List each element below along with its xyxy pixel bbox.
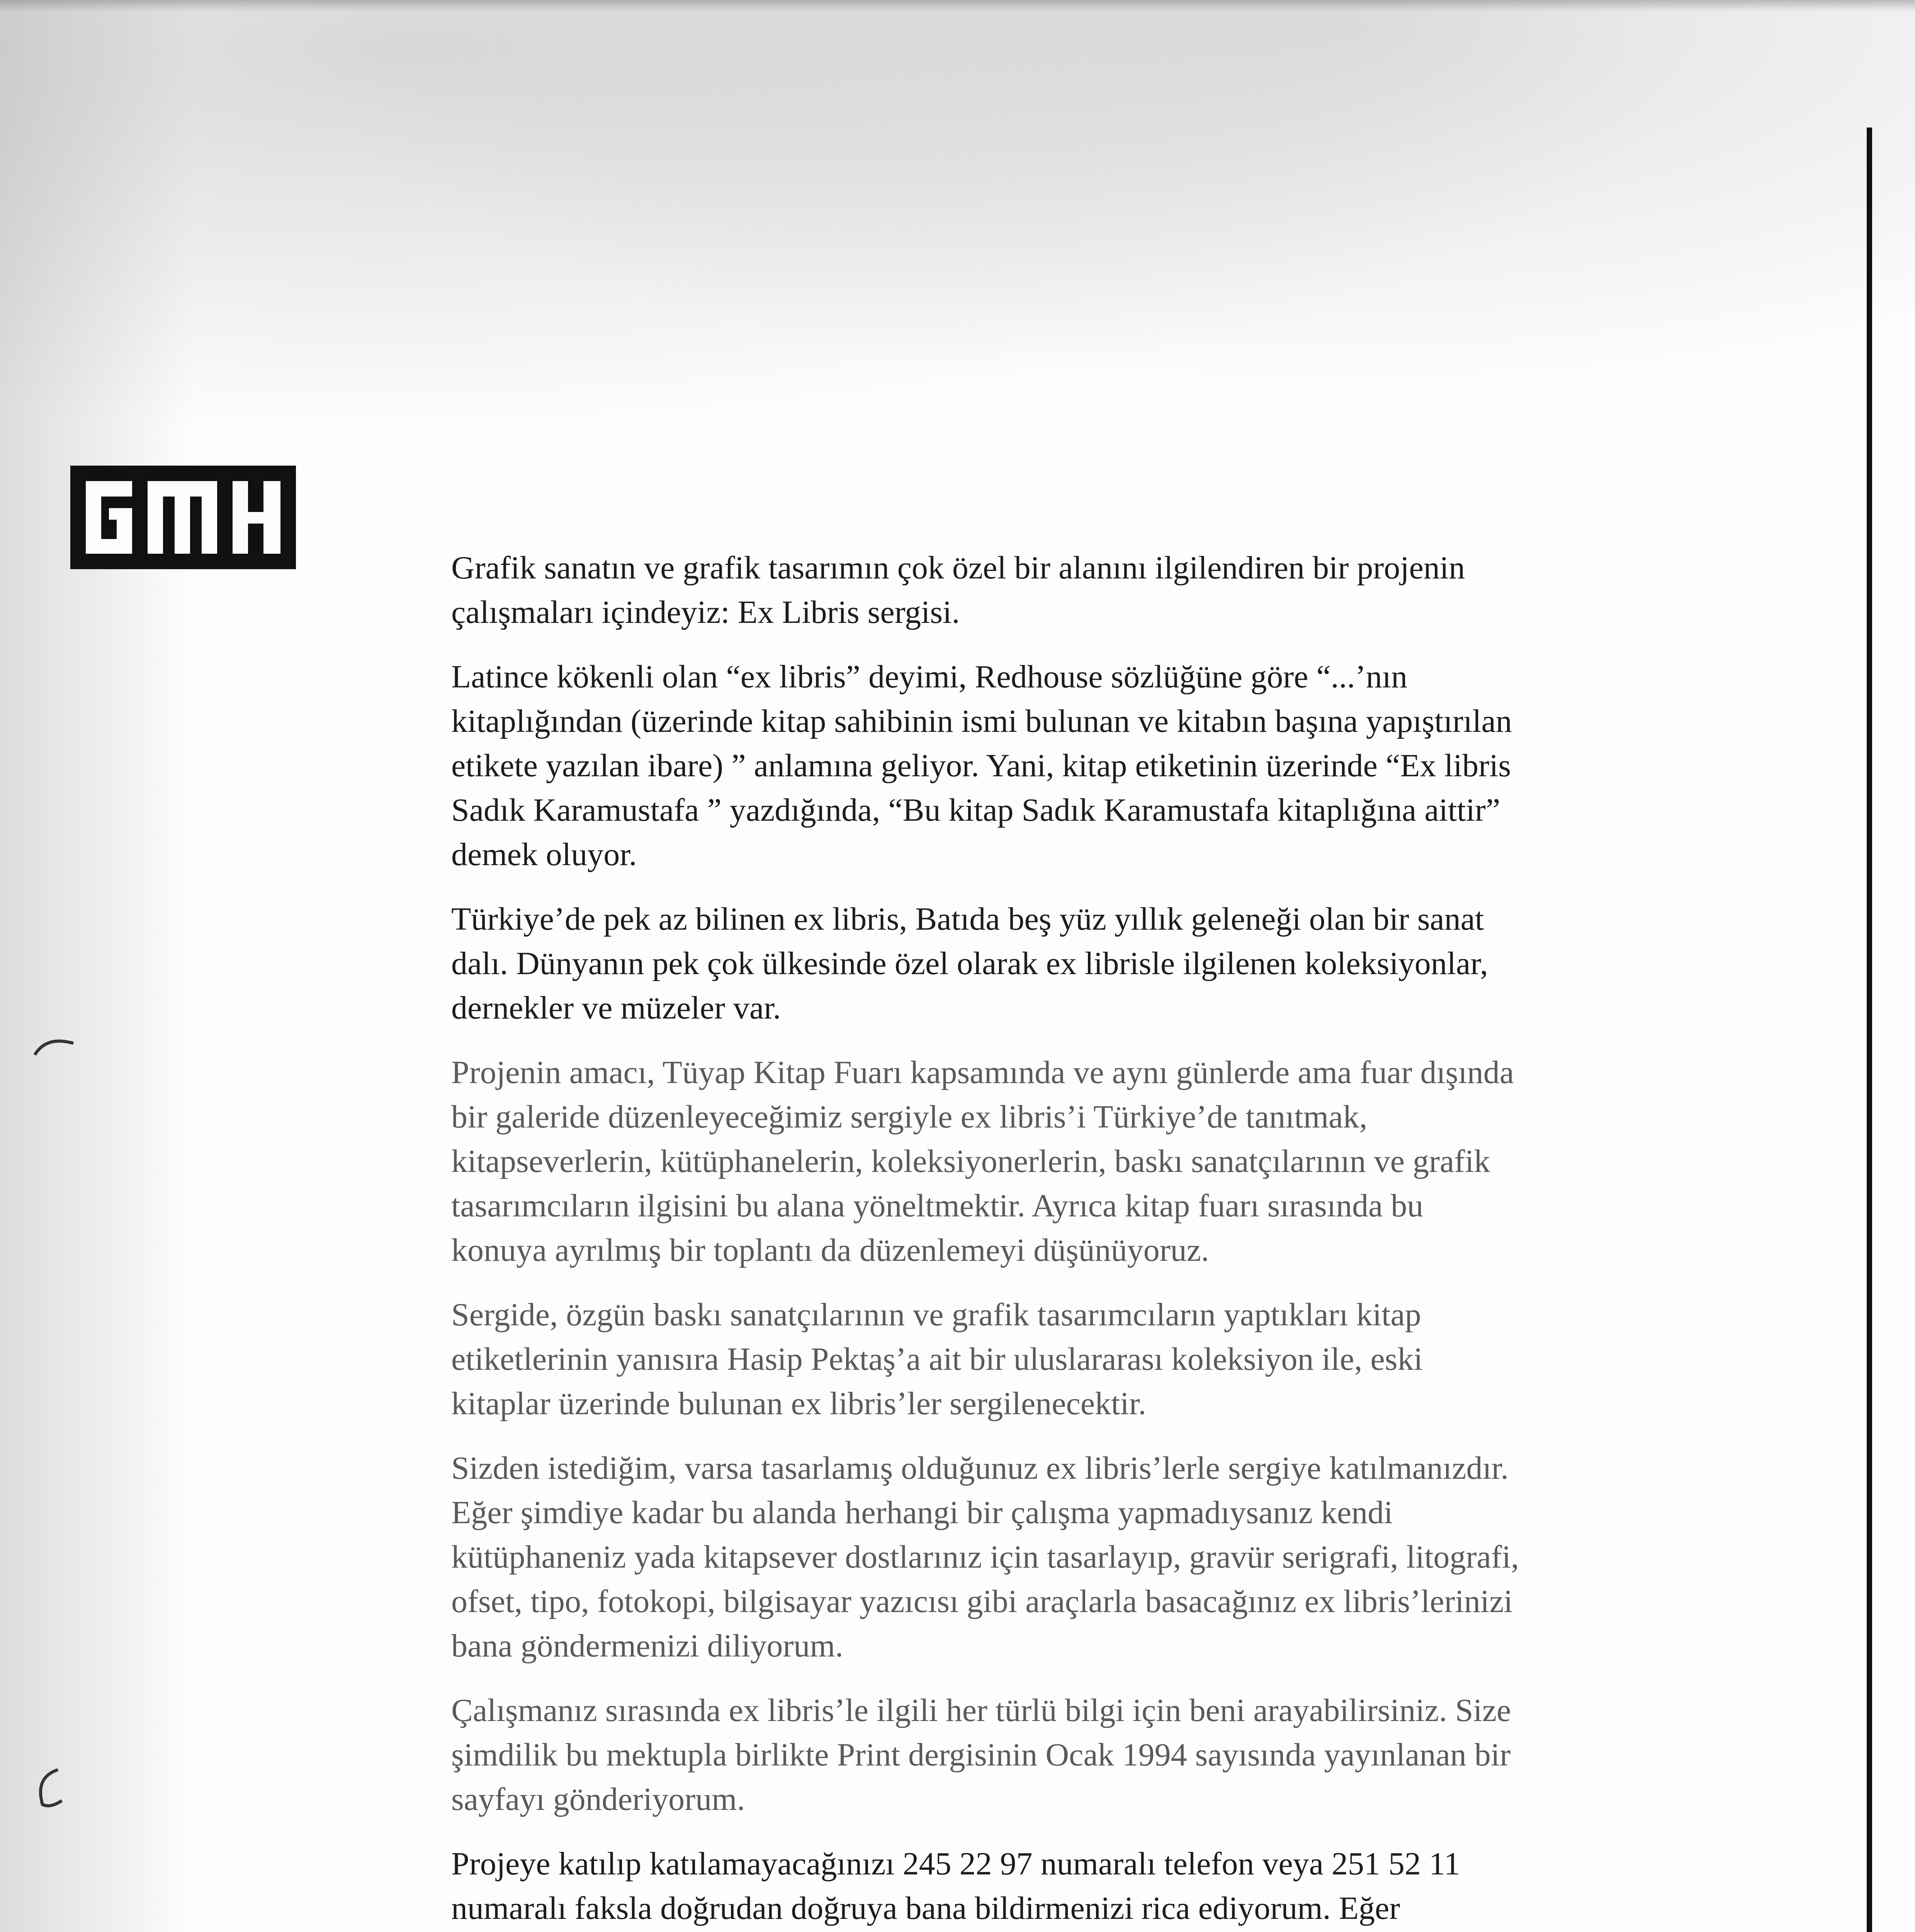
- letter-paragraph: Sizden istediğim, varsa tasarlamış olduğunuz ex libris’lerle sergiye katılmanızdır. Eğer şimdiye kadar bu alanda herhangi bir çalışma yapmadıysanız kendi kütüphaneniz yada kitapsever dostlarınız için tasarlayıp, gravür serigrafi, litografi, ofset, tipo, fotokopi, bilgisayar yazıcısı gibi araçlarla basacağınız ex libris’lerinizi bana göndermenizi diliyorum.: [451, 1450, 1519, 1664]
- gmk-logo: [70, 466, 296, 569]
- photocopy-shading-top: [0, 0, 1915, 502]
- letter-paragraph: Türkiye’de pek az bilinen ex libris, Batıda beş yüz yıllık geleneği olan bir sanat dalı. Dünyanın pek çok ülkesinde özel olarak ex librisle ilgilenen koleksiyonlar, dernekler ve müzeler var.: [451, 901, 1488, 1026]
- letter-paragraph: Latince kökenli olan “ex libris” deyimi, Redhouse sözlüğüne göre “...’nın kitaplığından (üzerinde kitap sahibinin ismi bulunan ve kitabın başına yapıştırılan etikete yazılan ibare) ” anlamına geliyor. Yani, kitap etiketinin üzerinde “Ex libris Sadık Karamustafa ” yazdığında, “Bu kitap Sadık Karamustafa kitaplığına aittir” demek oluyor.: [451, 659, 1512, 872]
- photocopy-edge-top: [0, 0, 1915, 12]
- letter-paragraph: Sergide, özgün baskı sanatçılarının ve grafik tasarımcıların yaptıkları kitap etiketlerinin yanısıra Hasip Pektaş’a ait bir uluslararası koleksiyon ile, eski kitaplar üzerinde bulunan ex libris’ler sergilenecektir.: [451, 1297, 1423, 1422]
- letter-paragraph: Grafik sanatın ve grafik tasarımın çok özel bir alanını ilgilendiren bir projenin çalışmaları içindeyiz: Ex Libris sergisi.: [451, 550, 1465, 630]
- stray-mark: [31, 1028, 81, 1063]
- letter-paragraph: Projenin amacı, Tüyap Kitap Fuarı kapsamında ve aynı günlerde ama fuar dışında bir galeride düzenleyeceğimiz sergiyle ex libris’i Türkiye’de tanıtmak, kitapseverlerin, kütüphanelerin, koleksiyonerlerin, baskı sanatçılarının ve grafik tasarımcıların ilgisini bu alana yöneltmektir. Ayrıca kitap fuarı sırasında bu konuya ayrılmış bir toplantı da düzenlemeyi düşünüyoruz.: [451, 1054, 1514, 1268]
- photocopy-shading-left: [0, 0, 193, 1932]
- letter-paragraph: Çalışmanız sırasında ex libris’le ilgili her türlü bilgi için beni arayabilirsiniz. Size şimdilik bu mektupla birlikte Print dergisinin Ocak 1994 sayısında yayınlanan bir sayfayı gönderiyorum.: [451, 1692, 1511, 1817]
- letter-body: [451, 546, 1521, 1932]
- page-edge-bar: [1867, 128, 1872, 1932]
- stray-mark: [31, 1762, 73, 1816]
- letter-paragraph: Projeye katılıp katılamayacağınızı 245 22 97 numaralı telefon veya 251 52 11 numaralı faksla doğrudan doğruya bana bildirmenizi rica ediyorum. Eğer: [451, 1846, 1460, 1926]
